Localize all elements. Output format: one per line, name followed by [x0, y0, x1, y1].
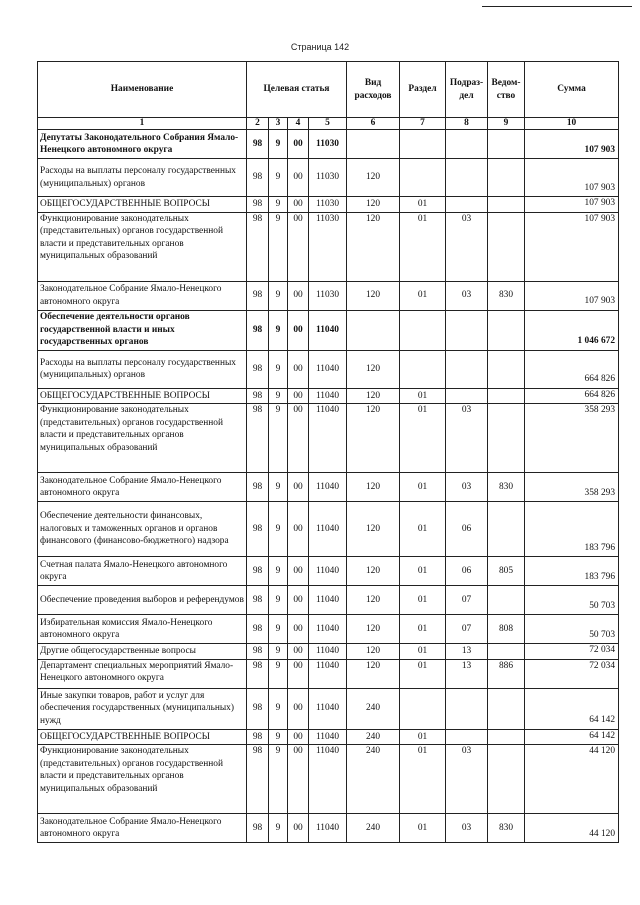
podrazdel-cell — [446, 688, 488, 729]
index-cell: 5 — [309, 118, 347, 130]
vedomstvo-cell — [488, 159, 525, 197]
table-row — [38, 557, 619, 586]
code-part-3: 00 — [288, 688, 309, 729]
table-row — [38, 212, 619, 281]
vedomstvo-cell — [488, 212, 525, 281]
vedomstvo-cell — [488, 404, 525, 473]
code-part-4: 11030 — [309, 212, 347, 281]
code-part-2: 9 — [269, 502, 288, 557]
index-cell: 4 — [288, 118, 309, 130]
razdel-cell: 01 — [400, 659, 446, 688]
podrazdel-cell — [446, 197, 488, 213]
vid-cell: 120 — [347, 212, 400, 281]
table-row — [38, 350, 619, 388]
code-part-1: 98 — [247, 281, 269, 310]
code-part-1: 98 — [247, 745, 269, 814]
table-row — [38, 586, 619, 615]
vedomstvo-cell — [488, 644, 525, 660]
row-name: Функционирование законодательных (представительных) органов государственной власти и представительных органов муниципальных образований — [38, 212, 247, 281]
table-row — [38, 130, 619, 159]
code-part-1: 98 — [247, 350, 269, 388]
vid-cell — [347, 130, 400, 159]
row-name: ОБЩЕГОСУДАРСТВЕННЫЕ ВОПРОСЫ — [38, 388, 247, 404]
sum-cell: 50 703 — [525, 615, 619, 644]
vedomstvo-cell: 805 — [488, 557, 525, 586]
vedomstvo-cell — [488, 130, 525, 159]
code-part-4: 11030 — [309, 130, 347, 159]
code-part-3: 00 — [288, 745, 309, 814]
code-part-1: 98 — [247, 557, 269, 586]
code-part-4: 11040 — [309, 404, 347, 473]
table-row — [38, 197, 619, 213]
code-part-1: 98 — [247, 130, 269, 159]
table-row — [38, 473, 619, 502]
vid-cell: 120 — [347, 159, 400, 197]
vedomstvo-cell — [488, 388, 525, 404]
podrazdel-cell — [446, 310, 488, 350]
podrazdel-cell: 06 — [446, 502, 488, 557]
vedomstvo-cell: 830 — [488, 814, 525, 843]
code-part-2: 9 — [269, 473, 288, 502]
row-name: Законодательное Собрание Ямало-Ненецкого автономного округа — [38, 814, 247, 843]
code-part-1: 98 — [247, 388, 269, 404]
table-header — [38, 62, 619, 130]
table-row — [38, 502, 619, 557]
header-podrazdel: Подраз-дел — [446, 62, 488, 118]
code-part-1: 98 — [247, 615, 269, 644]
code-part-3: 00 — [288, 814, 309, 843]
table-row — [38, 688, 619, 729]
table-row — [38, 615, 619, 644]
code-part-3: 00 — [288, 404, 309, 473]
podrazdel-cell: 03 — [446, 745, 488, 814]
code-part-3: 00 — [288, 586, 309, 615]
code-part-3: 00 — [288, 557, 309, 586]
vid-cell: 240 — [347, 745, 400, 814]
header-summa: Сумма — [525, 62, 619, 118]
table-row — [38, 281, 619, 310]
razdel-cell: 01 — [400, 557, 446, 586]
code-part-2: 9 — [269, 212, 288, 281]
code-part-1: 98 — [247, 586, 269, 615]
table-row — [38, 388, 619, 404]
vedomstvo-cell — [488, 729, 525, 745]
index-cell: 6 — [347, 118, 400, 130]
code-part-4: 11040 — [309, 814, 347, 843]
vid-cell: 240 — [347, 729, 400, 745]
code-part-2: 9 — [269, 404, 288, 473]
code-part-1: 98 — [247, 473, 269, 502]
vid-cell: 120 — [347, 281, 400, 310]
top-rule — [482, 6, 632, 7]
sum-cell: 183 796 — [525, 502, 619, 557]
code-part-4: 11040 — [309, 586, 347, 615]
code-part-3: 00 — [288, 502, 309, 557]
code-part-4: 11030 — [309, 197, 347, 213]
sum-cell: 358 293 — [525, 404, 619, 473]
code-part-2: 9 — [269, 644, 288, 660]
table-row — [38, 729, 619, 745]
code-part-2: 9 — [269, 615, 288, 644]
table-row — [38, 404, 619, 473]
razdel-cell: 01 — [400, 745, 446, 814]
index-cell: 10 — [525, 118, 619, 130]
vid-cell: 120 — [347, 197, 400, 213]
code-part-3: 00 — [288, 388, 309, 404]
code-part-2: 9 — [269, 130, 288, 159]
code-part-4: 11040 — [309, 644, 347, 660]
row-name: Обеспечение деятельности органов государственной власти и иных государственных органов — [38, 310, 247, 350]
sum-cell: 107 903 — [525, 212, 619, 281]
row-name: Функционирование законодательных (представительных) органов государственной власти и представительных органов муниципальных образований — [38, 745, 247, 814]
code-part-4: 11040 — [309, 615, 347, 644]
table-row — [38, 814, 619, 843]
vid-cell: 120 — [347, 557, 400, 586]
row-name: Счетная палата Ямало-Ненецкого автономного округа — [38, 557, 247, 586]
code-part-3: 00 — [288, 350, 309, 388]
podrazdel-cell — [446, 729, 488, 745]
code-part-1: 98 — [247, 212, 269, 281]
podrazdel-cell: 03 — [446, 814, 488, 843]
razdel-cell: 01 — [400, 814, 446, 843]
vid-cell: 120 — [347, 388, 400, 404]
code-part-3: 00 — [288, 130, 309, 159]
index-cell: 7 — [400, 118, 446, 130]
code-part-4: 11040 — [309, 388, 347, 404]
razdel-cell — [400, 310, 446, 350]
code-part-4: 11030 — [309, 281, 347, 310]
podrazdel-cell: 07 — [446, 615, 488, 644]
code-part-2: 9 — [269, 388, 288, 404]
row-name: Департамент специальных мероприятий Ямало-Ненецкого автономного округа — [38, 659, 247, 688]
code-part-2: 9 — [269, 745, 288, 814]
code-part-1: 98 — [247, 688, 269, 729]
podrazdel-cell: 13 — [446, 644, 488, 660]
razdel-cell: 01 — [400, 388, 446, 404]
vid-cell: 240 — [347, 688, 400, 729]
row-name: Обеспечение деятельности финансовых, налоговых и таможенных органов и органов финансового (финансово-бюджетного) надзора — [38, 502, 247, 557]
index-cell: 3 — [269, 118, 288, 130]
sum-cell: 50 703 — [525, 586, 619, 615]
code-part-1: 98 — [247, 310, 269, 350]
table-row — [38, 159, 619, 197]
vedomstvo-cell: 830 — [488, 281, 525, 310]
vid-cell: 120 — [347, 586, 400, 615]
vid-cell: 120 — [347, 404, 400, 473]
code-part-2: 9 — [269, 159, 288, 197]
header-vedomstvo: Ведом-ство — [488, 62, 525, 118]
header-name: Наименование — [38, 62, 247, 118]
code-part-1: 98 — [247, 502, 269, 557]
sum-cell: 72 034 — [525, 659, 619, 688]
row-name: Функционирование законодательных (представительных) органов государственной власти и представительных органов муниципальных образований — [38, 404, 247, 473]
vedomstvo-cell — [488, 310, 525, 350]
budget-table — [37, 61, 619, 843]
code-part-3: 00 — [288, 615, 309, 644]
code-part-2: 9 — [269, 814, 288, 843]
code-part-3: 00 — [288, 644, 309, 660]
code-part-2: 9 — [269, 350, 288, 388]
code-part-2: 9 — [269, 281, 288, 310]
code-part-3: 00 — [288, 159, 309, 197]
code-part-2: 9 — [269, 197, 288, 213]
vedomstvo-cell: 830 — [488, 473, 525, 502]
razdel-cell — [400, 130, 446, 159]
vid-cell: 120 — [347, 473, 400, 502]
vid-cell — [347, 310, 400, 350]
podrazdel-cell: 03 — [446, 281, 488, 310]
vedomstvo-cell — [488, 586, 525, 615]
index-row — [38, 118, 619, 130]
code-part-1: 98 — [247, 159, 269, 197]
razdel-cell — [400, 350, 446, 388]
vedomstvo-cell: 886 — [488, 659, 525, 688]
row-name: Расходы на выплаты персоналу государственных (муниципальных) органов — [38, 350, 247, 388]
vid-cell: 120 — [347, 659, 400, 688]
code-part-3: 00 — [288, 729, 309, 745]
sum-cell: 1 046 672 — [525, 310, 619, 350]
code-part-3: 00 — [288, 659, 309, 688]
header-razdel: Раздел — [400, 62, 446, 118]
vedomstvo-cell — [488, 350, 525, 388]
code-part-1: 98 — [247, 197, 269, 213]
sum-cell: 664 826 — [525, 350, 619, 388]
code-part-1: 98 — [247, 404, 269, 473]
podrazdel-cell: 07 — [446, 586, 488, 615]
razdel-cell: 01 — [400, 212, 446, 281]
razdel-cell — [400, 159, 446, 197]
code-part-4: 11040 — [309, 502, 347, 557]
code-part-1: 98 — [247, 644, 269, 660]
index-cell: 2 — [247, 118, 269, 130]
razdel-cell — [400, 688, 446, 729]
razdel-cell: 01 — [400, 197, 446, 213]
index-cell: 8 — [446, 118, 488, 130]
sum-cell: 44 120 — [525, 814, 619, 843]
row-name: Депутаты Законодательного Собрания Ямало-Ненецкого автономного округа — [38, 130, 247, 159]
podrazdel-cell — [446, 130, 488, 159]
vedomstvo-cell: 808 — [488, 615, 525, 644]
sum-cell: 107 903 — [525, 281, 619, 310]
code-part-4: 11030 — [309, 159, 347, 197]
code-part-1: 98 — [247, 814, 269, 843]
vid-cell: 120 — [347, 350, 400, 388]
row-name: ОБЩЕГОСУДАРСТВЕННЫЕ ВОПРОСЫ — [38, 197, 247, 213]
row-name: Другие общегосударственные вопросы — [38, 644, 247, 660]
sum-cell: 44 120 — [525, 745, 619, 814]
podrazdel-cell: 06 — [446, 557, 488, 586]
code-part-4: 11040 — [309, 350, 347, 388]
index-cell: 9 — [488, 118, 525, 130]
code-part-4: 11040 — [309, 745, 347, 814]
code-part-2: 9 — [269, 729, 288, 745]
podrazdel-cell: 03 — [446, 212, 488, 281]
code-part-2: 9 — [269, 688, 288, 729]
code-part-2: 9 — [269, 557, 288, 586]
table-row — [38, 644, 619, 660]
vid-cell: 120 — [347, 615, 400, 644]
row-name: ОБЩЕГОСУДАРСТВЕННЫЕ ВОПРОСЫ — [38, 729, 247, 745]
row-name: Иные закупки товаров, работ и услуг для обеспечения государственных (муниципальных) нужд — [38, 688, 247, 729]
code-part-4: 11040 — [309, 688, 347, 729]
code-part-4: 11040 — [309, 310, 347, 350]
sum-cell: 358 293 — [525, 473, 619, 502]
code-part-1: 98 — [247, 659, 269, 688]
code-part-1: 98 — [247, 729, 269, 745]
sum-cell: 64 142 — [525, 729, 619, 745]
code-part-4: 11040 — [309, 473, 347, 502]
sum-cell: 72 034 — [525, 644, 619, 660]
sum-cell: 107 903 — [525, 159, 619, 197]
podrazdel-cell: 13 — [446, 659, 488, 688]
code-part-4: 11040 — [309, 659, 347, 688]
razdel-cell: 01 — [400, 473, 446, 502]
header-vid: Вид расходов — [347, 62, 400, 118]
vid-cell: 120 — [347, 502, 400, 557]
vid-cell: 240 — [347, 814, 400, 843]
podrazdel-cell: 03 — [446, 473, 488, 502]
razdel-cell: 01 — [400, 502, 446, 557]
code-part-4: 11040 — [309, 557, 347, 586]
row-name: Законодательное Собрание Ямало-Ненецкого автономного округа — [38, 281, 247, 310]
vedomstvo-cell — [488, 688, 525, 729]
razdel-cell: 01 — [400, 644, 446, 660]
podrazdel-cell — [446, 388, 488, 404]
podrazdel-cell — [446, 159, 488, 197]
code-part-4: 11040 — [309, 729, 347, 745]
code-part-3: 00 — [288, 473, 309, 502]
code-part-2: 9 — [269, 659, 288, 688]
table-body — [38, 130, 619, 843]
sum-cell: 664 826 — [525, 388, 619, 404]
razdel-cell: 01 — [400, 404, 446, 473]
code-part-3: 00 — [288, 212, 309, 281]
podrazdel-cell — [446, 350, 488, 388]
code-part-2: 9 — [269, 586, 288, 615]
sum-cell: 107 903 — [525, 197, 619, 213]
table-row — [38, 659, 619, 688]
vid-cell: 120 — [347, 644, 400, 660]
index-cell: 1 — [38, 118, 247, 130]
razdel-cell: 01 — [400, 615, 446, 644]
razdel-cell: 01 — [400, 586, 446, 615]
code-part-3: 00 — [288, 310, 309, 350]
vedomstvo-cell — [488, 745, 525, 814]
sum-cell: 183 796 — [525, 557, 619, 586]
table-row — [38, 745, 619, 814]
page-number: Страница 142 — [290, 42, 350, 52]
sum-cell: 64 142 — [525, 688, 619, 729]
sum-cell: 107 903 — [525, 130, 619, 159]
vedomstvo-cell — [488, 197, 525, 213]
row-name: Расходы на выплаты персоналу государственных (муниципальных) органов — [38, 159, 247, 197]
header-target: Целевая статья — [247, 62, 347, 118]
code-part-3: 00 — [288, 281, 309, 310]
row-name: Обеспечение проведения выборов и референдумов — [38, 586, 247, 615]
code-part-2: 9 — [269, 310, 288, 350]
podrazdel-cell: 03 — [446, 404, 488, 473]
razdel-cell: 01 — [400, 729, 446, 745]
table-row — [38, 310, 619, 350]
row-name: Законодательное Собрание Ямало-Ненецкого автономного округа — [38, 473, 247, 502]
code-part-3: 00 — [288, 197, 309, 213]
razdel-cell: 01 — [400, 281, 446, 310]
row-name: Избирательная комиссия Ямало-Ненецкого автономного округа — [38, 615, 247, 644]
vedomstvo-cell — [488, 502, 525, 557]
